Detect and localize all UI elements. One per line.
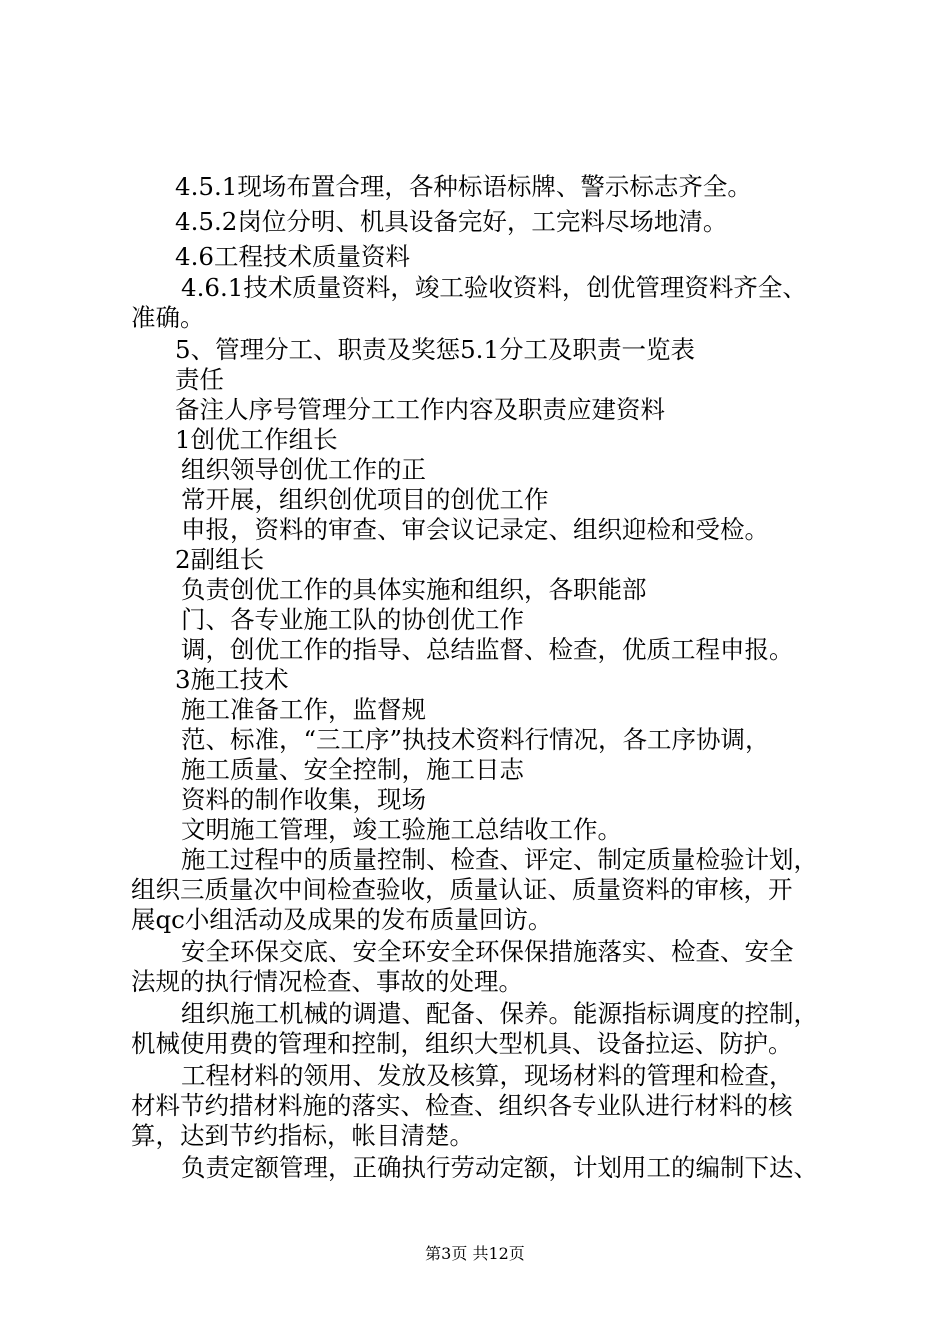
text-line: 4.5.2岗位分明、机具设备完好，工完料尽场地清。	[175, 207, 728, 236]
text-line: 范、标准，“三工序”执技术资料行情况，各工序协调，	[181, 725, 770, 754]
text-line: 法规的执行情况检查、事故的处理。	[131, 967, 523, 996]
text-line: 组织施工机械的调遣、配备、保养。能源指标调度的控制，	[181, 999, 818, 1028]
table-header-line: 备注人序号管理分工工作内容及职责应建资料	[175, 395, 665, 424]
text-line: 算，达到节约指标，帐目清楚。	[131, 1121, 474, 1150]
table-row-title: 2副组长	[175, 545, 265, 574]
text-line: 4.6工程技术质量资料	[175, 242, 410, 271]
text-line: 组织领导创优工作的正	[181, 455, 426, 484]
text-line: 施工准备工作，监督规	[181, 695, 426, 724]
text-line: 组织三质量次中间检查验收，质量认证、质量资料的审核，开	[131, 875, 793, 904]
text-line: 施工过程中的质量控制、检查、评定、制定质量检验计划，	[181, 845, 818, 874]
text-line: 申报，资料的审查、审会议记录定、组织迎检和受检。	[181, 515, 769, 544]
text-line: 机械使用费的管理和控制，组织大型机具、设备拉运、防护。	[131, 1029, 793, 1058]
text-line: 常开展，组织创优项目的创优工作	[181, 485, 549, 514]
text-line: 安全环保交底、安全环安全环保保措施落实、检查、安全	[181, 937, 794, 966]
text-line: 4.5.1现场布置合理，各种标语标牌、警示标志齐全。	[175, 172, 752, 201]
text-line: 施工质量、安全控制，施工日志	[181, 755, 524, 784]
table-row-title: 3施工技术	[175, 665, 289, 694]
table-header-line: 责任	[175, 365, 224, 394]
text-line: 负责定额管理，正确执行劳动定额，计划用工的编制下达、	[181, 1153, 818, 1182]
section-heading: 5、管理分工、职责及奖惩5.1分工及职责一览表	[175, 335, 696, 364]
text-line: 4.6.1技术质量资料，竣工验收资料，创优管理资料齐全、	[181, 273, 807, 302]
text-line: 展qc小组活动及成果的发布质量回访。	[131, 905, 553, 934]
text-line: 资料的制作收集，现场	[181, 785, 426, 814]
text-line: 文明施工管理，竣工验施工总结收工作。	[181, 815, 622, 844]
text-line: 准确。	[131, 303, 205, 332]
text-line: 门、各专业施工队的协创优工作	[181, 605, 524, 634]
text-line: 负责创优工作的具体实施和组织，各职能部	[181, 575, 647, 604]
text-line: 调，创优工作的指导、总结监督、检查，优质工程申报。	[181, 635, 794, 664]
page-number-footer: 第3页 共12页	[425, 1244, 525, 1263]
text-line: 材料节约措材料施的落实、检查、组织各专业队进行材料的核	[131, 1091, 793, 1120]
text-line: 工程材料的领用、发放及核算，现场材料的管理和检查，	[181, 1061, 794, 1090]
table-row-title: 1创优工作组长	[175, 425, 338, 454]
